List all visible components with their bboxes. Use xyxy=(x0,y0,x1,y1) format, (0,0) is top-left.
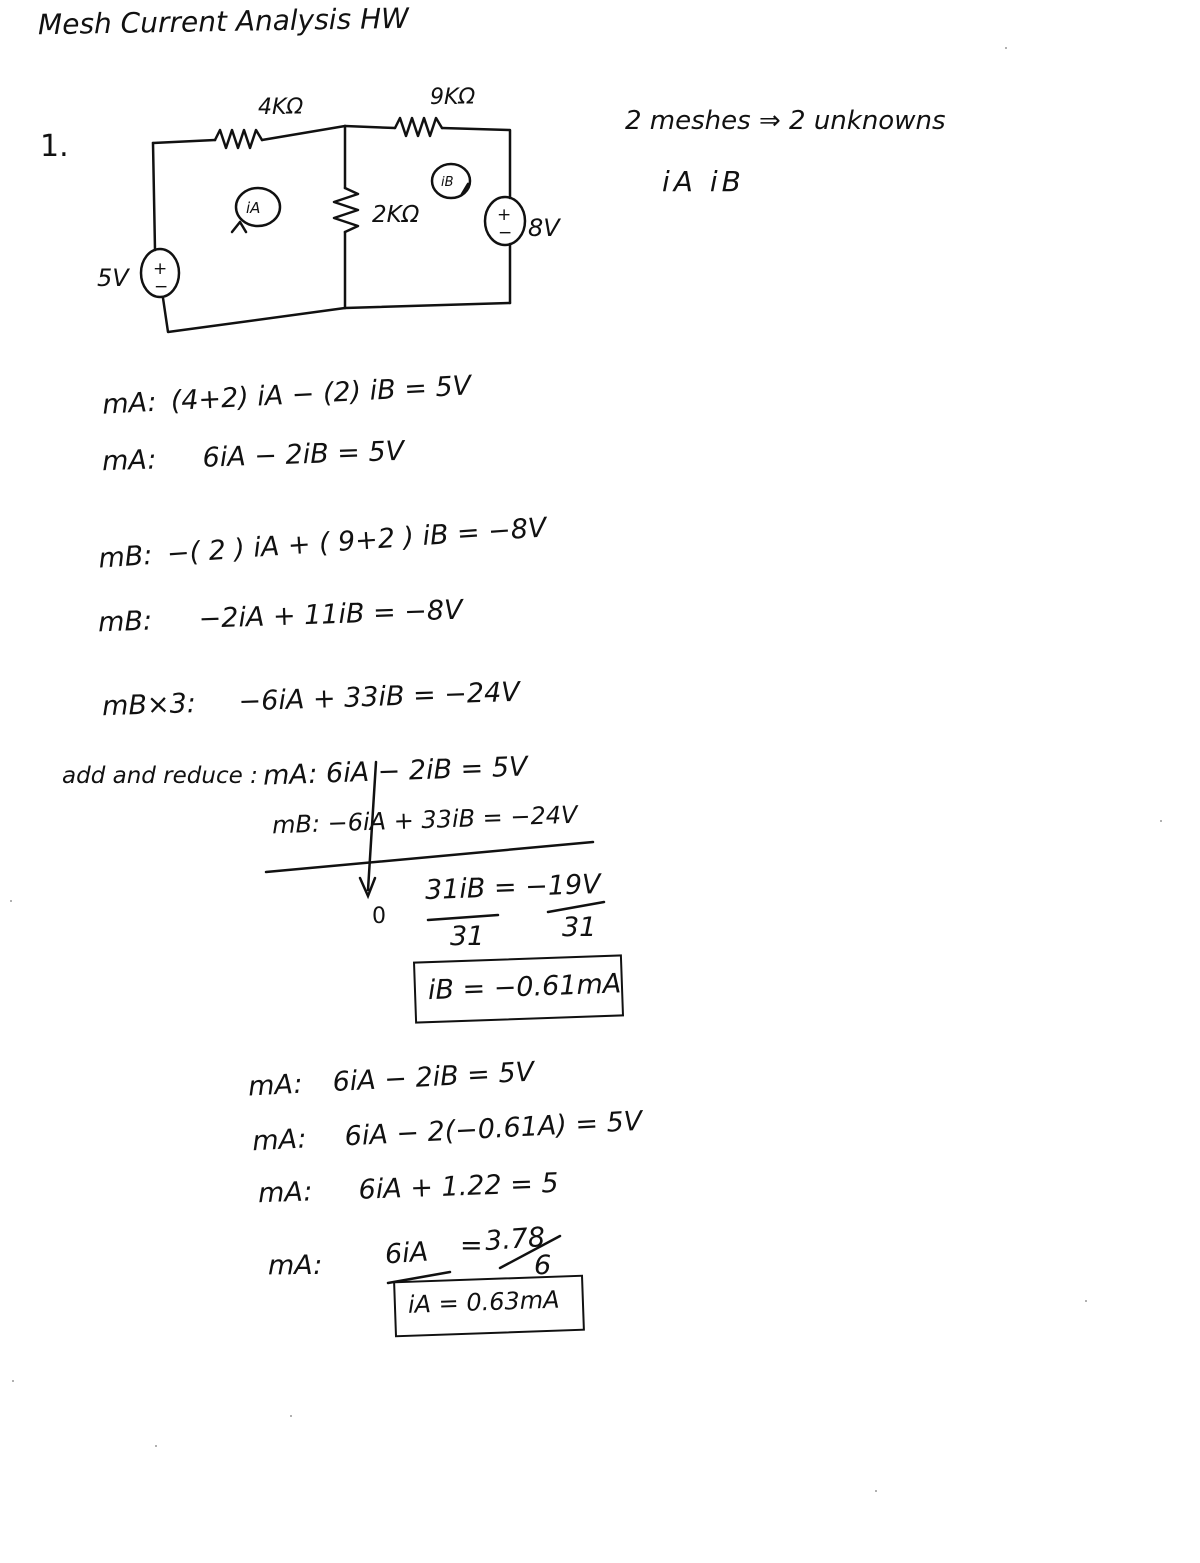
work-line-3-label: mB: xyxy=(97,539,154,575)
r3-label: 2KΩ xyxy=(372,202,420,228)
work-line-8-den-left: 31 xyxy=(450,921,485,952)
work-line-2 xyxy=(101,435,405,478)
mesh-b-label: iB xyxy=(441,175,454,190)
work-line-4 xyxy=(97,594,464,639)
work-line-9-expr: 6iA − 2iB = 5V xyxy=(331,1056,535,1099)
result-ib-box xyxy=(413,954,624,1023)
unknowns-note: iA iB xyxy=(662,165,745,198)
meshes-note: 2 meshes ⇒ 2 unknowns xyxy=(625,106,946,136)
work-line-9-label: mA: xyxy=(247,1068,304,1103)
sum-line xyxy=(266,842,593,872)
work-line-9 xyxy=(247,1056,535,1103)
v2-label: 8V xyxy=(528,214,560,242)
wire-left-top xyxy=(153,143,155,250)
v1-minus: − xyxy=(154,277,169,297)
add-reduce-label: add and reduce : xyxy=(62,763,258,789)
mesh-a-label: iA xyxy=(246,199,261,217)
work-line-8-den-right: 31 xyxy=(562,912,597,943)
r2-label: 9KΩ xyxy=(430,85,476,110)
work-line-1-label: mA: xyxy=(101,386,158,421)
v1-plus: + xyxy=(153,259,168,279)
problem-number: 1. xyxy=(40,129,69,164)
work-line-11 xyxy=(257,1167,560,1210)
work-line-3-expr: −( 2 ) iA + ( 9+2 ) iB = −8V xyxy=(165,512,548,570)
work-line-5 xyxy=(101,676,521,723)
work-line-12-label: mA: xyxy=(268,1250,323,1281)
v2-plus: + xyxy=(497,205,512,225)
work-line-12-right: 3.78 xyxy=(483,1221,547,1258)
resistor-9k xyxy=(395,118,442,136)
work-line-10-expr: 6iA − 2(−0.61A) = 5V xyxy=(343,1105,643,1153)
work-line-11-label: mA: xyxy=(257,1176,313,1210)
work-line-1-expr: (4+2) iA − (2) iB = 5V xyxy=(169,370,472,418)
r1-label: 4KΩ xyxy=(258,95,304,120)
work-line-2-expr: 6iA − 2iB = 5V xyxy=(202,435,405,474)
result-ia-box xyxy=(393,1275,585,1338)
wire-bottom-right xyxy=(345,303,510,308)
fraction-line-left xyxy=(428,915,498,920)
wire-bottom-left xyxy=(163,298,345,332)
work-line-10-label: mA: xyxy=(251,1123,308,1158)
work-line-12-eq: = xyxy=(460,1230,483,1261)
zero-mark: 0 xyxy=(372,904,386,929)
work-line-4-label: mB: xyxy=(97,605,153,639)
work-line-8-numerator: 31iB = −19V xyxy=(424,868,602,907)
resistor-4k xyxy=(215,130,262,148)
page-title: Mesh Current Analysis HW xyxy=(37,1,410,42)
work-line-2-label: mA: xyxy=(101,444,157,478)
work-line-3 xyxy=(97,512,548,575)
work-line-10 xyxy=(251,1105,643,1158)
work-line-12-den: 6 xyxy=(534,1250,552,1281)
work-line-12-left: 6iA xyxy=(383,1236,430,1271)
wire-top-mid xyxy=(262,126,345,140)
v1-label: 5V xyxy=(97,264,129,292)
work-line-5-expr: −6iA + 33iB = −24V xyxy=(238,676,521,718)
wire-top-mid2 xyxy=(345,126,395,128)
work-line-7: mB: −6iA + 33iB = −24V xyxy=(271,800,578,840)
result-ia: iA = 0.63mA xyxy=(407,1285,560,1319)
fraction-line-right xyxy=(548,902,604,912)
resistor-2k xyxy=(334,188,358,232)
work-line-5-label: mB×3: xyxy=(101,688,197,723)
wire-top-left xyxy=(153,140,215,143)
work-line-1 xyxy=(101,370,472,421)
mesh-a-arrow xyxy=(232,222,246,232)
work-line-4-expr: −2iA + 11iB = −8V xyxy=(198,594,464,635)
result-ib: iB = −0.61mA xyxy=(427,968,622,1007)
circuit-diagram xyxy=(0,0,1200,360)
work-line-6: mA: 6iA − 2iB = 5V xyxy=(262,751,528,792)
v2-minus: − xyxy=(498,223,513,243)
work-line-11-expr: 6iA + 1.22 = 5 xyxy=(358,1167,560,1206)
